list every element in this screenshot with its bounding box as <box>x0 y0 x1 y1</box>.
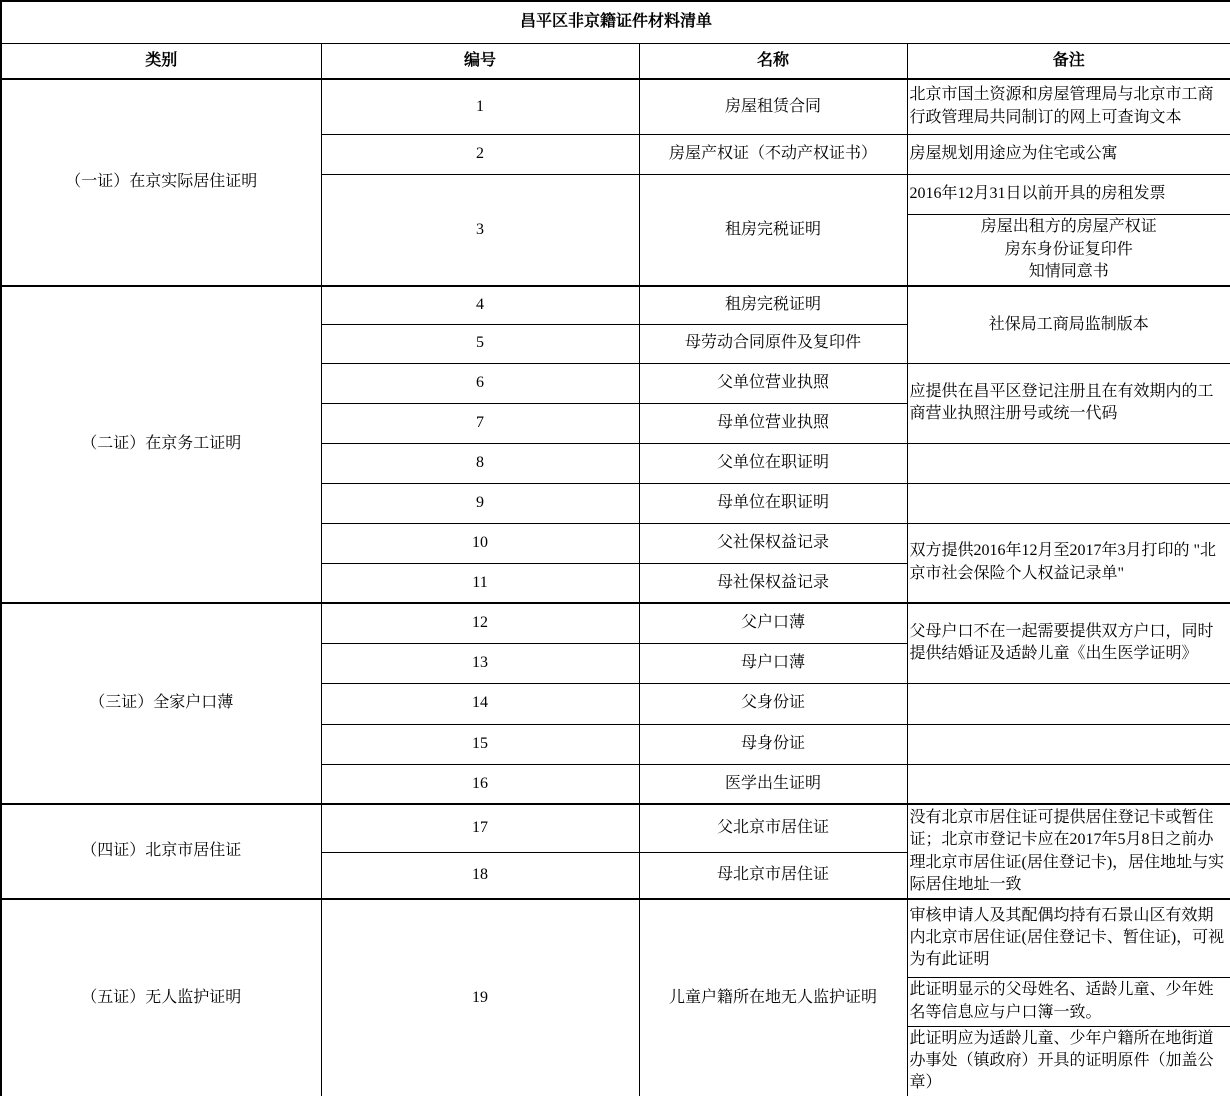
table-row <box>1 79 1230 134</box>
remark-line: 知情同意书 <box>1028 262 1109 280</box>
name-cell: 母劳动合同原件及复印件 <box>639 324 907 363</box>
category-cell: （一证）在京实际居住证明 <box>1 79 321 286</box>
number-cell: 16 <box>321 764 639 804</box>
number-cell: 12 <box>321 603 639 643</box>
table-row <box>1 804 1230 852</box>
remark-line: 房屋出租方的房屋产权证 <box>980 218 1157 236</box>
number-cell: 15 <box>321 724 639 764</box>
remark-cell <box>907 764 1230 804</box>
name-cell: 母身份证 <box>639 724 907 764</box>
table-row <box>1 603 1230 643</box>
remark-cell <box>907 683 1230 724</box>
header-remark: 备注 <box>907 43 1230 79</box>
number-cell: 19 <box>321 899 639 1096</box>
table-row <box>1 286 1230 324</box>
name-cell: 父单位营业执照 <box>639 363 907 403</box>
name-cell: 租房完税证明 <box>639 286 907 324</box>
name-cell: 母单位在职证明 <box>639 483 907 523</box>
name-cell: 房屋产权证（不动产权证书） <box>639 134 907 174</box>
category-cell: （三证）全家户口薄 <box>1 603 321 804</box>
remark-cell: 社保局工商局监制版本 <box>907 286 1230 363</box>
name-cell: 父北京市居住证 <box>639 804 907 852</box>
name-cell: 医学出生证明 <box>639 764 907 804</box>
number-cell: 4 <box>321 286 639 324</box>
name-cell: 母社保权益记录 <box>639 563 907 603</box>
number-cell: 11 <box>321 563 639 603</box>
name-cell: 房屋租赁合同 <box>639 79 907 134</box>
name-cell: 父单位在职证明 <box>639 443 907 483</box>
number-cell: 8 <box>321 443 639 483</box>
number-cell: 17 <box>321 804 639 852</box>
number-cell: 7 <box>321 403 639 443</box>
name-cell: 儿童户籍所在地无人监护证明 <box>639 899 907 1096</box>
number-cell: 13 <box>321 643 639 683</box>
number-cell: 3 <box>321 174 639 286</box>
remark-cell: 双方提供2016年12月至2017年3月打印的 "北京市社会保险个人权益记录单" <box>907 523 1230 603</box>
table-row <box>1 899 1230 977</box>
remark-line: 房东身份证复印件 <box>1004 240 1133 258</box>
remark-cell <box>907 214 1230 286</box>
remark-cell <box>907 443 1230 483</box>
number-cell: 2 <box>321 134 639 174</box>
name-cell: 母单位营业执照 <box>639 403 907 443</box>
category-cell: （四证）北京市居住证 <box>1 804 321 899</box>
page-title: 昌平区非京籍证件材料清单 <box>1 1 1230 43</box>
title-row <box>1 1 1230 43</box>
number-cell: 10 <box>321 523 639 563</box>
remark-cell: 2016年12月31日以前开具的房租发票 <box>907 174 1230 214</box>
name-cell: 父户口薄 <box>639 603 907 643</box>
name-cell: 母户口薄 <box>639 643 907 683</box>
name-cell: 母北京市居住证 <box>639 852 907 899</box>
category-cell: （五证）无人监护证明 <box>1 899 321 1096</box>
remark-cell: 此证明显示的父母姓名、适龄儿童、少年姓名等信息应与户口簿一致。 <box>907 977 1230 1026</box>
name-cell: 租房完税证明 <box>639 174 907 286</box>
header-category: 类别 <box>1 43 321 79</box>
remark-cell: 审核申请人及其配偶均持有石景山区有效期内北京市居住证(居住登记卡、暂住证)，可视为有此证明 <box>907 899 1230 977</box>
remark-cell: 父母户口不在一起需要提供双方户口，同时提供结婚证及适龄儿童《出生医学证明》 <box>907 603 1230 683</box>
name-cell: 父身份证 <box>639 683 907 724</box>
remark-cell: 应提供在昌平区登记注册且在有效期内的工商营业执照注册号或统一代码 <box>907 363 1230 443</box>
number-cell: 14 <box>321 683 639 724</box>
header-name: 名称 <box>639 43 907 79</box>
remark-cell: 没有北京市居住证可提供居住登记卡或暂住证；北京市登记卡应在2017年5月8日之前办理北京市居住证(居住登记卡)，居住地址与实际居住地址一致 <box>907 804 1230 899</box>
remark-cell: 此证明应为适龄儿童、少年户籍所在地街道办事处（镇政府）开具的证明原件（加盖公章） <box>907 1026 1230 1096</box>
remark-cell: 北京市国土资源和房屋管理局与北京市工商行政管理局共同制订的网上可查询文本 <box>907 79 1230 134</box>
name-cell: 父社保权益记录 <box>639 523 907 563</box>
header-row <box>1 43 1230 79</box>
remark-cell <box>907 724 1230 764</box>
remark-cell <box>907 483 1230 523</box>
remark-cell: 房屋规划用途应为住宅或公寓 <box>907 134 1230 174</box>
category-cell: （二证）在京务工证明 <box>1 286 321 603</box>
number-cell: 9 <box>321 483 639 523</box>
number-cell: 1 <box>321 79 639 134</box>
header-number: 编号 <box>321 43 639 79</box>
number-cell: 6 <box>321 363 639 403</box>
number-cell: 5 <box>321 324 639 363</box>
number-cell: 18 <box>321 852 639 899</box>
